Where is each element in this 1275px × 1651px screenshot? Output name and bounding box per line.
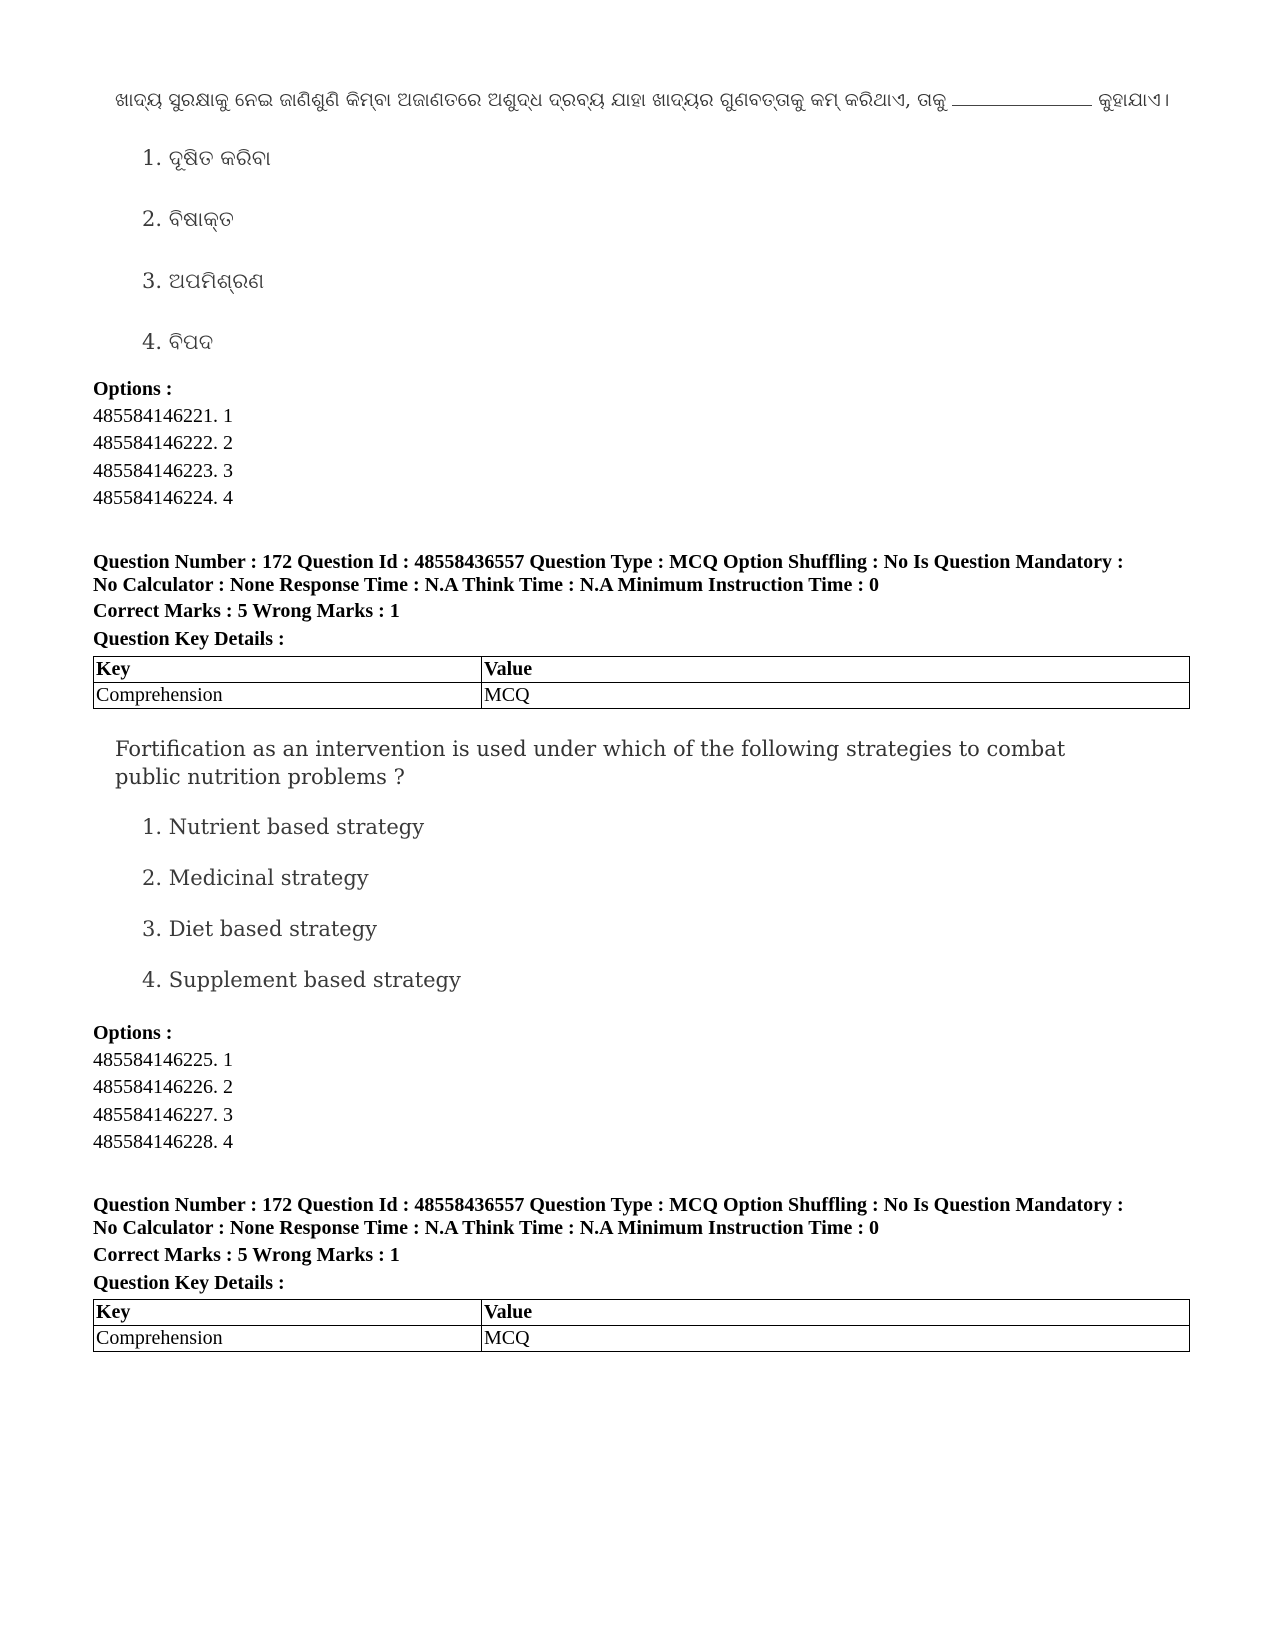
question-1-choice-1: 1. ଦୂଷିତ କରିବା bbox=[142, 146, 271, 170]
option-2-2: 485584146226. 2 bbox=[93, 1076, 233, 1098]
option-1-4: 485584146224. 4 bbox=[93, 487, 233, 509]
answer-blank bbox=[952, 87, 1092, 106]
options-heading-2: Options : bbox=[93, 1022, 173, 1044]
options-heading-1: Options : bbox=[93, 378, 173, 400]
question-1-choice-4: 4. ବିପଦ bbox=[142, 330, 214, 354]
question-3-meta-line-1: Question Number : 172 Question Id : 48558436557 Question Type : MCQ Option Shuffling : No Is Question Mandatory : bbox=[93, 1194, 1124, 1216]
table-cell-key: Comprehension bbox=[94, 1326, 482, 1352]
table-header-key: Key bbox=[94, 657, 482, 683]
question-3-key-table bbox=[93, 1299, 1190, 1352]
question-2-key-details-label: Question Key Details : bbox=[93, 628, 285, 650]
question-1-choice-2: 2. ବିଷାକ୍ତ bbox=[142, 207, 234, 231]
table-row bbox=[94, 1326, 1190, 1352]
question-1-choice-3: 3. ଅପମିଶ୍ରଣ bbox=[142, 269, 265, 293]
table-cell-value: MCQ bbox=[482, 683, 1190, 709]
question-2-choice-2: 2. Medicinal strategy bbox=[142, 866, 369, 890]
option-2-1: 485584146225. 1 bbox=[93, 1049, 233, 1071]
question-2-choice-3: 3. Diet based strategy bbox=[142, 917, 378, 941]
question-2-key-table bbox=[93, 656, 1190, 709]
question-1-stem-text: ଖାଦ୍ୟ ସୁରକ୍ଷାକୁ ନେଇ ଜାଣିଶୁଣି କିମ୍ବା ଅଜାଣତରେ ଅଶୁଦ୍ଧ ଦ୍ରବ୍ୟ ଯାହା ଖାଦ୍ୟର ଗୁଣବତ୍ତାକୁ କମ୍ କରିଥାଏ, ତାକୁ bbox=[115, 89, 947, 111]
table-header-row bbox=[94, 1300, 1190, 1326]
question-3-marks: Correct Marks : 5 Wrong Marks : 1 bbox=[93, 1244, 400, 1266]
option-1-2: 485584146222. 2 bbox=[93, 432, 233, 454]
question-1-stem-end: କୁହାଯାଏ। bbox=[1098, 89, 1170, 111]
question-1-stem bbox=[115, 86, 1169, 114]
table-header-key: Key bbox=[94, 1300, 482, 1326]
option-1-1: 485584146221. 1 bbox=[93, 405, 233, 427]
question-3-key-details-label: Question Key Details : bbox=[93, 1272, 285, 1294]
table-header-row bbox=[94, 657, 1190, 683]
option-1-3: 485584146223. 3 bbox=[93, 460, 233, 482]
option-2-3: 485584146227. 3 bbox=[93, 1104, 233, 1126]
table-header-value: Value bbox=[482, 657, 1190, 683]
table-cell-value: MCQ bbox=[482, 1326, 1190, 1352]
table-row bbox=[94, 683, 1190, 709]
question-2-marks: Correct Marks : 5 Wrong Marks : 1 bbox=[93, 600, 400, 622]
question-3-meta-line-2: No Calculator : None Response Time : N.A Think Time : N.A Minimum Instruction Time : 0 bbox=[93, 1217, 879, 1239]
question-2-choice-1: 1. Nutrient based strategy bbox=[142, 815, 425, 839]
question-2-meta-line-2: No Calculator : None Response Time : N.A Think Time : N.A Minimum Instruction Time : 0 bbox=[93, 574, 879, 596]
question-2-meta-line-1: Question Number : 172 Question Id : 48558436557 Question Type : MCQ Option Shuffling : No Is Question Mandatory : bbox=[93, 551, 1124, 573]
option-2-4: 485584146228. 4 bbox=[93, 1131, 233, 1153]
table-header-value: Value bbox=[482, 1300, 1190, 1326]
question-2-choice-4: 4. Supplement based strategy bbox=[142, 968, 461, 992]
question-2-stem: Fortification as an intervention is used under which of the following strategies to combat public nutrition problems ? bbox=[115, 737, 1066, 789]
table-cell-key: Comprehension bbox=[94, 683, 482, 709]
